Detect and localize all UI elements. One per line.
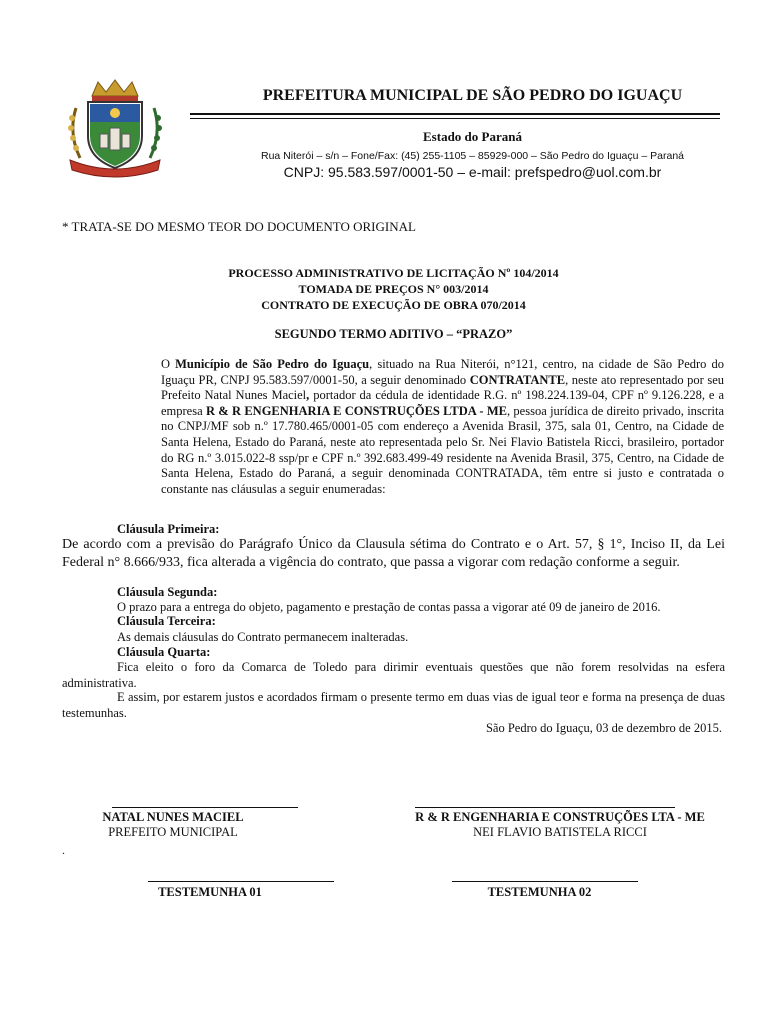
signature-line-company — [415, 807, 675, 808]
clause-4-text — [62, 660, 725, 691]
header-contact: CNPJ: 95.583.597/0001-50 – e-mail: prefspedro@uol.com.br — [283, 164, 662, 180]
header-divider-thin — [190, 118, 720, 119]
intro-text-4: portador da cédula de identidade R.G. nº 198.224.139-04, CPF nº 9.126.228, e a empresa — [161, 388, 724, 418]
intro-text-2: , situado na Rua Niterói, n°121, centro, na cidade de São Pedro do Iguaçu PR, CNPJ 95.583.597/0001-50, a seguir denominado — [161, 357, 724, 387]
clause-3-title: Cláusula Terceira: — [117, 614, 216, 628]
stray-dot: . — [62, 843, 65, 857]
witness-2-line — [452, 881, 638, 882]
clause-4-body: Fica eleito o foro da Comarca de Toledo para dirimir eventuais questões que não forem resolvidas na esfera administrativa. — [62, 660, 725, 690]
closing-body: E assim, por estarem justos e acordados firmam o presente termo em duas vias de igual teor e forma na presença de duas testemunhas. — [62, 690, 725, 720]
contract-number: CONTRATO DE EXECUÇÃO DE OBRA 070/2014 — [261, 298, 526, 312]
signatory-mayor-name: NATAL NUNES MACIEL — [102, 810, 244, 824]
process-number: PROCESSO ADMINISTRATIVO DE LICITAÇÃO Nº 104/2014 — [228, 266, 559, 280]
intro-paragraph — [161, 357, 724, 497]
witness-1-line — [148, 881, 334, 882]
amendment-title: SEGUNDO TERMO ADITIVO – “PRAZO” — [274, 327, 513, 341]
header-state: Estado do Paraná — [423, 129, 522, 144]
tender-number: TOMADA DE PREÇOS N° 003/2014 — [298, 282, 489, 296]
signatory-mayor-role: PREFEITO MUNICIPAL — [108, 825, 238, 839]
header-address: Rua Niterói – s/n – Fone/Fax: (45) 255-1105 – 85929-000 – São Pedro do Iguaçu – Paraná — [261, 150, 684, 162]
intro-company: R & R ENGENHARIA E CONSTRUÇÕES LTDA - ME — [205, 403, 507, 418]
document-date: São Pedro do Iguaçu, 03 de dezembro de 2015. — [485, 721, 722, 735]
document-note: * TRATA-SE DO MESMO TEOR DO DOCUMENTO ORIGINAL — [62, 219, 416, 234]
intro-text-3: , neste ato representado por seu Prefeito Natal Nunes Maciel — [161, 372, 724, 403]
closing-paragraph — [62, 690, 725, 721]
signatory-company-rep: NEI FLAVIO BATISTELA RICCI — [473, 825, 647, 839]
intro-text-5: , pessoa jurídica de direito privado, inscrita no CNPJ/MF sob n.º 17.780.465/0001-05 com endereço a Avenida Brasil, 375, sala 01, Centro, na Cidade de Santa Helena, Estado do Paraná, neste ato representada pelo Sr. Nei Flavio Batistela Ricci, brasileiro, portador do RG n.º 3.015.022-8 ssp/pr e CPF n.º 392.683.499-49 residente na Avenida Brasil, 375, Centro, na Cidade de Santa Helena, Estado do Paraná, a seguir denominada CONTRATADA, têm entre si justo e contratada o constante nas cláusulas a seguir enumeradas: — [161, 403, 724, 496]
witness-2-label: TESTEMUNHA 02 — [487, 885, 592, 899]
clause-1-text: De acordo com a previsão do Parágrafo Único da Clausula sétima do Contrato e o Art. 57, § 1°, Inciso II, da Lei Federal n° 8.666/933, fica alterada a vigência do contrato, que passa a vigorar com redação conforme a seguir. — [62, 537, 725, 570]
intro-text-1: O — [161, 357, 176, 371]
signatory-company-name: R & R ENGENHARIA E CONSTRUÇÕES LTA - ME — [415, 810, 705, 824]
clause-2-text: O prazo para a entrega do objeto, pagamento e prestação de contas passa a vigorar até 09 de janeiro de 2016. — [117, 600, 661, 614]
municipal-coat-of-arms-icon — [62, 78, 168, 178]
intro-contratante: CONTRATANTE — [469, 372, 566, 387]
signature-line-mayor — [112, 807, 298, 808]
clause-3-text: As demais cláusulas do Contrato permanecem inalteradas. — [117, 630, 409, 644]
intro-comma: , — [306, 388, 310, 403]
witness-1-label: TESTEMUNHA 01 — [158, 885, 262, 899]
intro-municipality: Município de São Pedro do Iguaçu — [175, 357, 370, 371]
header-divider — [190, 113, 720, 115]
clause-4-title: Cláusula Quarta: — [117, 645, 211, 659]
header-title: PREFEITURA MUNICIPAL DE SÃO PEDRO DO IGUAÇU — [262, 87, 683, 104]
clause-1-title: Cláusula Primeira: — [117, 522, 220, 536]
clause-2-title: Cláusula Segunda: — [117, 585, 218, 599]
